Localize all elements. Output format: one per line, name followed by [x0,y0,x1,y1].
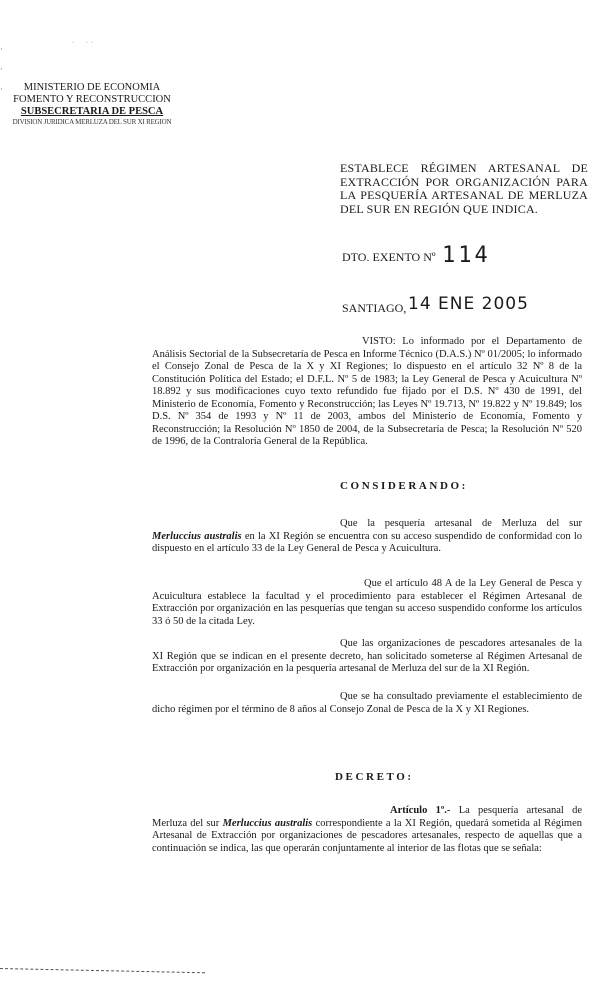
scan-specks: · · · [0,45,3,94]
visto-paragraph: VISTO: Lo informado por el Departamento de Análisis Sectorial de la Subsecretaría de Pesca en Informe Técnico (D.A.S.) Nº 01/2005; lo informado el Consejo Zonal de Pesca de la X y XI Regiones; lo dispuesto en el artículo 32 Nº 8 de la Constitución Política del Estado; el D.F.L. Nº 5 de 1983; la Ley General de Pesca y Acuicultura Nº 18.892 y sus modificaciones cuyo texto refundido fue fijado por el D.S. Nº 430 de 1991, del Ministerio de Economía, Fomento y Reconstrucción; las Leyes Nº 19.713, Nº 19.822 y Nº 19.849; los D.S. Nº 354 de 1993 y Nº 11 de 2003, ambos del Ministerio de Economía, Fomento y Reconstrucción; la Resolución Nº 1850 de 2004, de la Subsecretaría de Pesca; la Resolución Nº 520 de 1996, de la Contraloría General de la República. [152,336,582,447]
ministry-header [12,82,172,127]
considerando-3: Que las organizaciones de pescadores artesanales de la XI Región que se indican en el presente decreto, han solicitado someterse al Régimen Artesanal de Extracción por organización en la pesquería artesanal de Merluza del sur de la XI Región. [152,638,582,674]
date-label: SANTIAGO, [342,301,407,315]
articulo-1-post: correspondiente a la XI Región, quedará sometida al Régimen Artesanal de Extracción por organizaciones de pescadores artesanales, respecto de aquellas que a continuación se indica, las que operarán conjuntamente al interior de las flotas que se señala: [152,817,582,854]
considerando-1-post: en la XI Región se encuentra con su acceso suspendido de conformidad con lo dispuesto en el artículo 33 de la Ley General de Pesca y Acuicultura. [152,530,583,554]
fold-dash-line [0,968,205,973]
decreto-heading: DECRETO: [335,771,414,783]
considerando-1 [152,518,582,556]
decree-title: ESTABLECE RÉGIMEN ARTESANAL DE EXTRACCIÓN POR ORGANIZACIÓN PARA LA PESQUERÍA ARTESANAL DE MERLUZA DEL SUR EN REGIÓN QUE INDICA. [340,161,588,216]
considerando-2: Que el artículo 48 A de la Ley General de Pesca y Acuicultura establece la facultad y el procedimiento para establecer el Régimen Artesanal de Extracción por organización en las pesquerías que tengan su acceso suspendido conforme los artículos 33 ó 50 de la citada Ley. [152,578,582,627]
ministry-line-1: MINISTERIO DE ECONOMIA [23,82,161,93]
decree-number: 114 [442,243,491,268]
articulo-1-label: Artículo 1º.- [390,805,451,816]
decree-label: DTO. EXENTO Nº [342,250,436,264]
articulo-1-pre: La pesquería artesanal de Merluza del sur [152,805,582,829]
considerando-heading: CONSIDERANDO: [340,480,468,492]
ministry-line-2: FOMENTO Y RECONSTRUCCION [13,94,171,105]
scan-specks-top: · · · [72,40,93,46]
considerando-1-pre: Que la pesquería artesanal de Merluza del sur [340,518,582,529]
articulo-1 [152,805,582,855]
ministry-line-3: SUBSECRETARIA DE PESCA [20,106,164,117]
considerando-4: Que se ha consultado previamente el establecimiento de dicho régimen por el término de 8 años al Consejo Zonal de Pesca de la X y XI Regiones. [152,691,582,715]
ministry-line-4: DIVISION JURIDICA MERLUZA DEL SUR XI REGION [12,118,172,126]
species-name: Merluccius australis [152,530,242,542]
species-name: Merluccius australis [222,817,313,829]
date-stamp: 14 ENE 2005 [408,294,529,314]
